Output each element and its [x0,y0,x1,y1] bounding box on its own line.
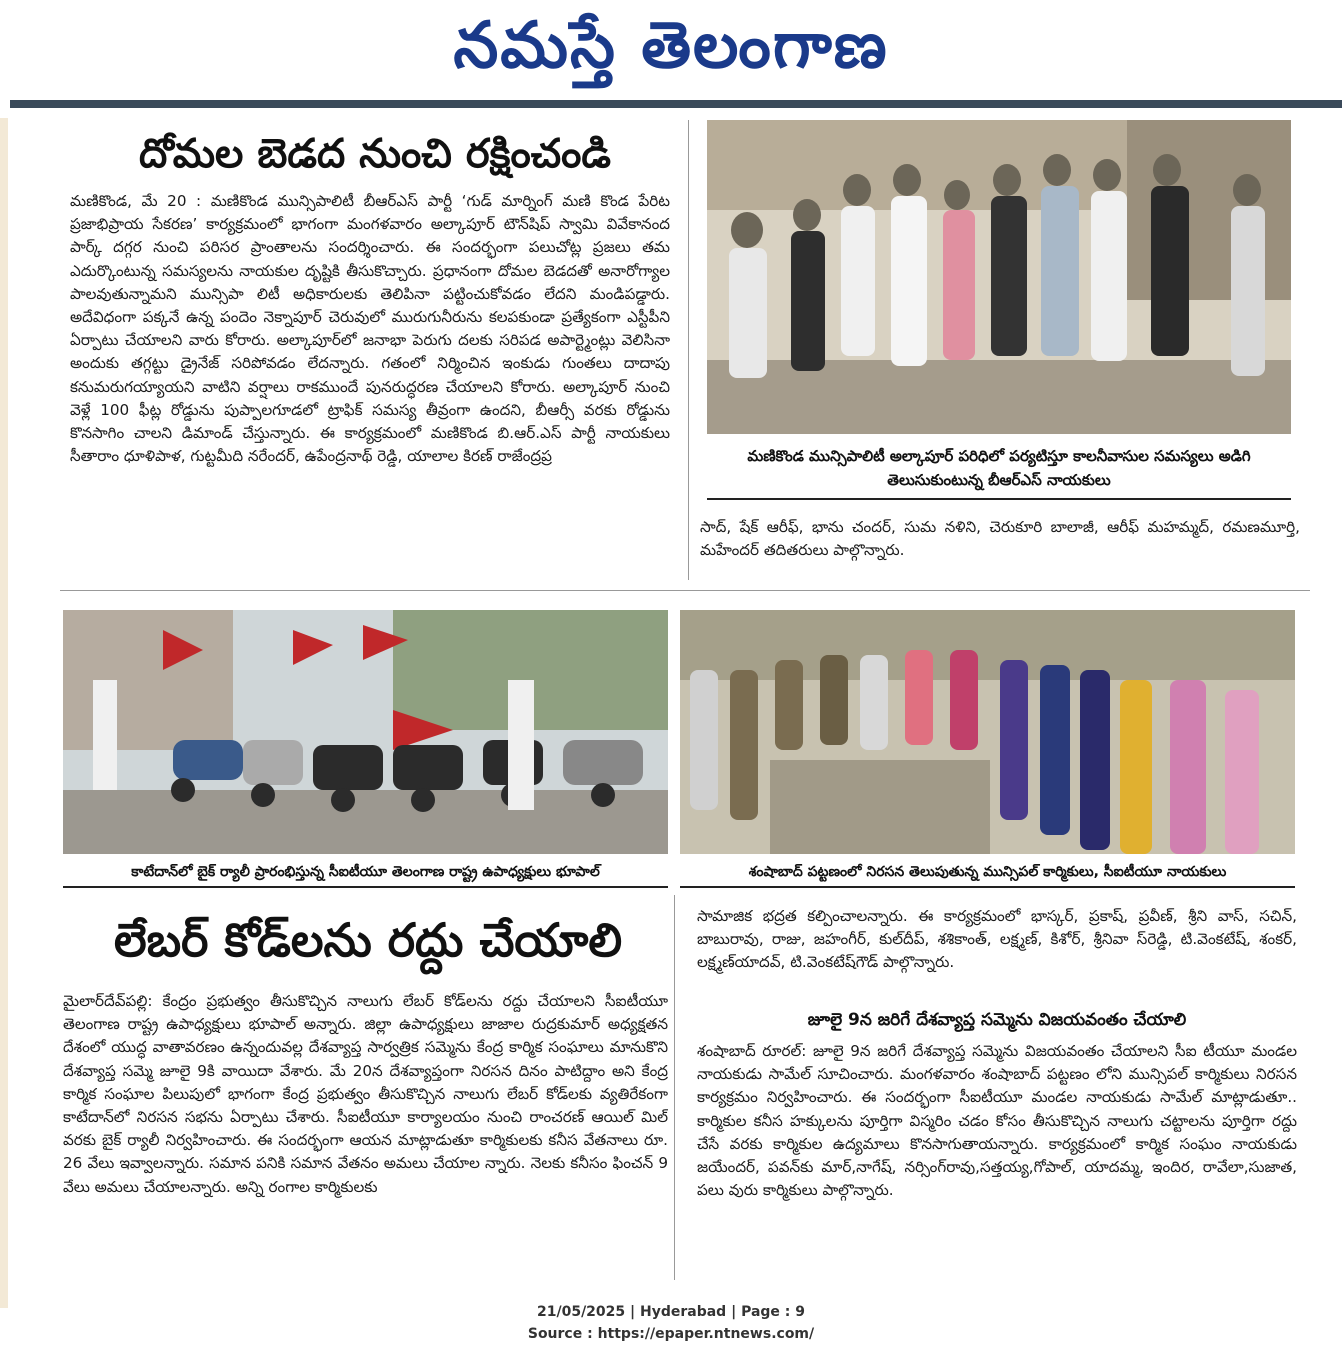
section-divider [60,590,1310,591]
article2-continuation: సామాజిక భద్రత కల్పించాలన్నారు. ఈ కార్యక్రమంలో భాస్కర్, ప్రకాష్, ప్రవీణ్, శ్రీని వాస్, సచిన్, బాబురావు, రాజు, జహంగీర్, కుల్‌దీప్, శశికాంత్, లక్ష్మణ్, కిశోర్, శ్రీనివా స్‌రెడ్డి, టి.వెంకటేష్, శంకర్, లక్ష్మణ్‌యాదవ్, టి.వెంకటేష్‌గౌడ్ పాల్గొన్నారు. [697,907,1297,972]
column-divider-2 [674,895,675,1280]
caption-divider [707,498,1291,500]
left-caption-divider [63,886,668,888]
bike-rally-photo [63,610,668,854]
article3-subhead: జూలై 9న జరిగే దేశవ్యాప్త సమ్మెను విజయవంతం చేయాలి [807,1010,1187,1030]
footer-date-page: 21/05/2025 | Hyderabad | Page : 9 [536,1304,806,1320]
article1-photo [707,120,1291,434]
article2-body: మైలార్‌దేవ్‌పల్లి: కేంద్రం ప్రభుత్వం తీసుకొచ్చిన నాలుగు లేబర్ కోడ్‌లను రద్దు చేయాలని సీఐటీయూ తెలంగాణ రాష్ట్ర ఉపాధ్యక్షులు భూపాల్ అన్నారు. జిల్లా ఉపాధ్యక్షులు జాజాల రుద్రకుమార్ అధ్యక్షతన దేశంలో యుద్ధ వాతావరణం ఉన్నందువల్ల దేశవ్యాప్త సార్వత్రిక సమ్మెను కేంద్ర కార్మిక సంఘాలు మానుకొని దేశవ్యాప్త సమ్మె జూలై 9కి వాయిదా వేశారు. మే 20న దేశవ్యాప్తంగా నిరసన దినం పాటిద్దాం అని కేంద్ర కార్మిక సంఘాల పిలుపులో భాగంగా కేంద్ర ప్రభుత్వం తీసుకొచ్చిన నాలుగు లేబర్ కోడ్‌లకు వ్యతిరేకంగా కాటేదాన్‌లో నిరసన సభను ఏర్పాటు చేశారు. సీఐటీయూ కార్యాలయం నుంచి రాంచరణ్ ఆయిల్ మిల్ వరకు బైక్ ర్యాలీ నిర్వహించారు. ఈ సందర్భంగా ఆయన మాట్లాడుతూ కార్మికులకు కనీస వేతనాలు రూ. 26 వేలు ఇవ్వాలన్నారు. సమాన పనికి సమాన వేతనం అమలు చేయాల న్నారు. నెలకు కనీసం ఫించన్ 9 వేలు అమలు చేయాలన్నారు. అన్ని రంగాల కార్మికులకు [63,992,668,1196]
bike-rally-caption: కాటేదాన్‌లో బైక్ ర్యాలీ ప్రారంభిస్తున్న సీఐటీయూ తెలంగాణ రాష్ట్ర ఉపాధ్యక్షులు భూపాల్ [131,864,600,880]
article1-continuation: సాద్, షేక్ ఆరీఫ్, భాను చందర్, సుమ నళిని, చెరుకూరి బాలాజీ, ఆరీఫ్ మహమ్మద్, రమణమూర్తి, మహేందర్ తదితరులు పాల్గొన్నారు. [700,518,1300,560]
masthead [0,0,1342,100]
article1-headline: దోమల బెడద నుంచి రక్షించండి [138,131,612,177]
article3-body: శంషాబాద్ రూరల్: జూలై 9న జరిగే దేశవ్యాప్త సమ్మెను విజయవంతం చేయాలని సీఐ టీయూ మండల నాయకుడు సామేల్ సూచించారు. మంగళవారం శంషాబాద్ పట్టణం లోని మున్సిపల్ కార్మికులు నిరసన కార్యక్రమం నిర్వహించారు. ఈ సందర్భంగా సీఐటీయూ మండల నాయకుడు సామేల్ మాట్లాడుతూ.. కార్మికుల కనీస హక్కులను పూర్తిగా విస్మరిం చడం కోసం తీసుకొచ్చిన నాలుగు చట్టాలను పూర్తిగా రద్దు చేసే వరకు కార్మికుల ఉద్యమాలు కొనసాగుతాయన్నారు. కార్యక్రమంలో కార్మిక సంఘం నాయకుడు జయేందర్, పవన్‌కు మార్,నాగేష్, నర్సింగ్‌రావు,సత్తయ్య,గోపాల్, యాదమ్మ, ఇందిర, రావేలా,సుజాత, పలు వురు కార్మికులు పాల్గొన్నారు. [697,1042,1297,1200]
article1-caption: మణికొండ మున్సిపాలిటీ అల్కాపూర్ పరిధిలో పర్యటిస్తూ కాలనీవాసుల సమస్యలు అడిగి తెలుసుకుంటున్న బీఆర్ఎస్ నాయకులు [747,447,1251,489]
margin-strip [0,118,8,1308]
article2-headline: లేబర్ కోడ్‌లను రద్దు చేయాలి [113,913,623,967]
newspaper-logo: నమస్తే తెలంగాణ [453,9,889,83]
footer-source-link[interactable]: Source : https://epaper.ntnews.com/ [527,1326,815,1342]
article1-body: మణికొండ, మే 20 : మణికొండ మున్సిపాలిటీ బీఆర్ఎస్ పార్టీ ‘గుడ్ మార్నింగ్ మణి కొండ పేరిట ప్రజాభిప్రాయ సేకరణ’ కార్యక్రమంలో భాగంగా మంగళవారం అల్కాపూర్ టౌన్‌షిప్ స్వామి వివేకానంద పార్క్ దగ్గర నుంచి పరిసర ప్రాంతాలను సందర్శించారు. ఈ సందర్భంగా పలుచోట్ల ప్రజలు తమ ఎదుర్కొంటున్న సమస్యలను నాయకుల దృష్టికి తీసుకొచ్చారు. ప్రధానంగా దోమల బెడదతో అనారోగ్యాల పాలవుతున్నామని మున్సిపా లిటీ అధికారులకు తెలిపినా పట్టించుకోవడం లేదని మండిపడ్డారు. అదేవిధంగా పక్కనే ఉన్న పందెం నెక్నాపూర్ చెరువులో మురుగునీరును కలపకుండా ప్రత్యేకంగా ఎస్టీపీని ఏర్పాటు చేయాలని వారు కోరారు. అల్కాపూర్‌లో జనాభా పెరుగు దలకు సరిపడ అపార్ట్మెంట్లు వెలిసినా అందుకు తగ్గట్టు డ్రైనేజ్ సరిపోవడం లేదన్నారు. గతంలో నిర్మించిన ఇంకుడు గుంతలు దాదాపు కనుమరుగయ్యాయని వాటిని వర్షాలు రాకముందే పునరుద్ధరణ చేయాలని కోరారు. అల్కాపూర్ నుంచి వెళ్లే 100 ఫీట్ల రోడ్డును పుప్పాలగూడలో ట్రాఫిక్ సమస్య తీవ్రంగా ఉందని, బీఆర్సీ వరకు రోడ్డును కొనసాగిం చాలని డిమాండ్ చేస్తున్నారు. ఈ కార్యక్రమంలో మణికొండ బి.ఆర్.ఎస్ పార్టీ నాయకులు సీతారాం ధూళిపాళ, గుట్టమీది నరేందర్, ఉపేంద్రనాథ్ రెడ్డి, యాలాల కిరణ్ రాజేంద్రప్ర [70,192,670,466]
protest-photo [680,610,1295,854]
right-caption-divider [680,886,1295,888]
protest-caption: శంషాబాద్ పట్టణంలో నిరసన తెలుపుతున్న మున్సిపల్ కార్మికులు, సీఐటీయూ నాయకులు [748,864,1227,880]
column-divider [688,120,689,580]
masthead-rule [10,100,1342,108]
